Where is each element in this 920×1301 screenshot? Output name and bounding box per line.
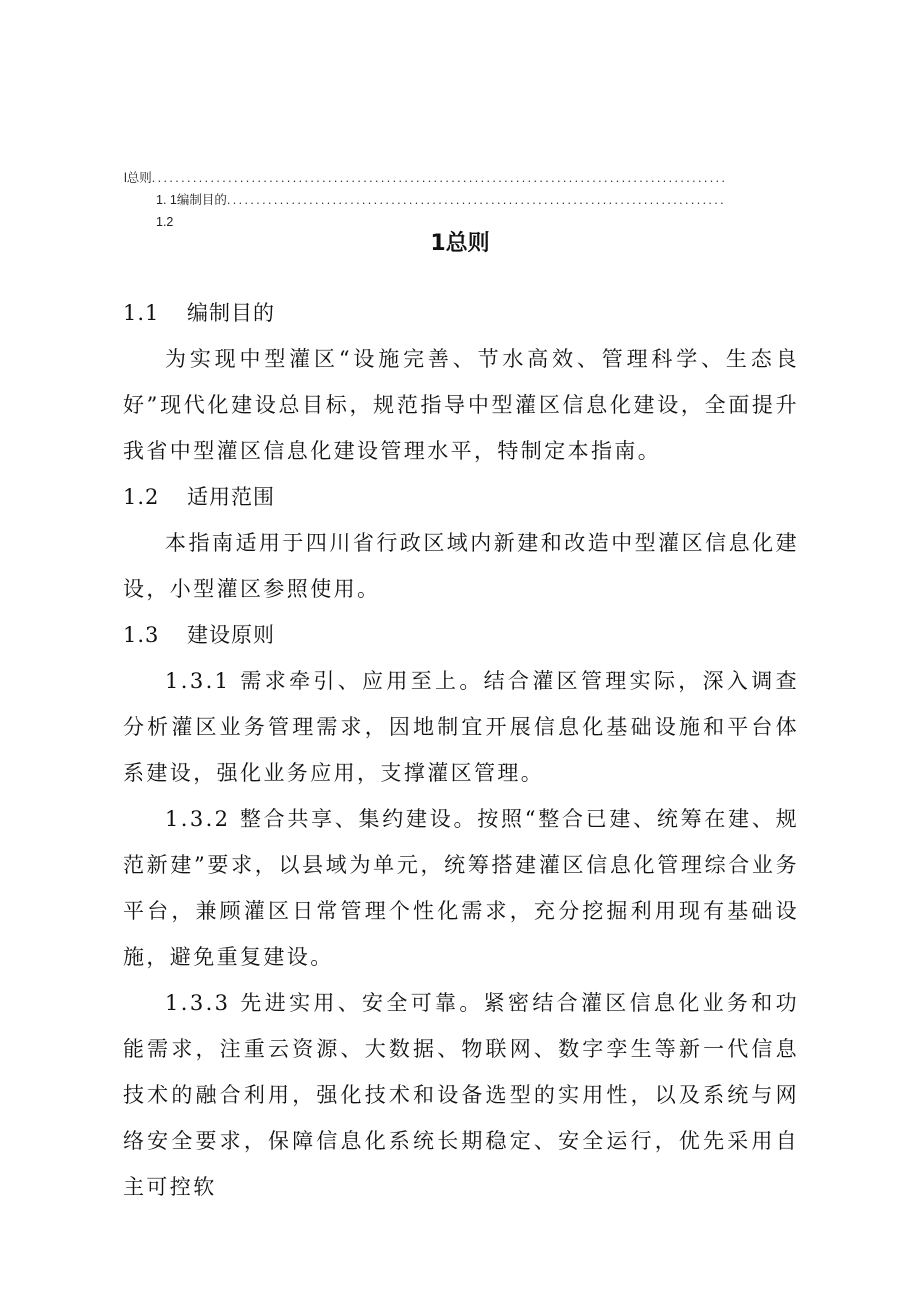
section-heading — [123, 474, 799, 520]
paragraph: 1.3.2 整合共享、集约建设。按照“整合已建、统筹在建、规范新建”要求，以县域为单元，统筹搭建灌区信息化管理综合业务平台，兼顾灌区日常管理个性化需求，充分挖掘利用现有基础设施，避免重复建设。 — [123, 807, 799, 969]
toc-entry[interactable] — [124, 167, 724, 189]
section-title: 编制目的 — [187, 301, 275, 325]
section-number: 1.1 — [123, 301, 160, 325]
section-heading — [123, 612, 799, 658]
section-number: 1.3 — [123, 623, 160, 647]
toc-leader-dots — [152, 167, 724, 189]
toc-entry-label: 1.2 — [156, 215, 174, 229]
section-title: 适用范围 — [187, 485, 275, 509]
section-heading — [123, 290, 799, 336]
paragraph: 1.3.3 先进实用、安全可靠。紧密结合灌区信息化业务和功能需求，注重云资源、大数据、物联网、数字孪生等新一代信息技术的融合利用，强化技术和设备选型的实用性，以及系统与网络安全要求，保障信息化系统长期稳定、安全运行，优先采用自主可控软 — [123, 991, 799, 1199]
section-title: 建设原则 — [187, 623, 275, 647]
toc-entry[interactable] — [124, 189, 724, 211]
paragraph: 本指南适用于四川省行政区域内新建和改造中型灌区信息化建设，小型灌区参照使用。 — [123, 531, 799, 601]
paragraph: 1.3.1 需求牵引、应用至上。结合灌区管理实际，深入调查分析灌区业务管理需求，因地制宜开展信息化基础设施和平台体系建设，强化业务应用，支撑灌区管理。 — [123, 669, 799, 785]
table-of-contents — [124, 167, 724, 233]
chapter-title: 1总则 — [430, 231, 490, 256]
paragraph: 为实现中型灌区“设施完善、节水高效、管理科学、生态良好”现代化建设总目标，规范指导中型灌区信息化建设，全面提升我省中型灌区信息化建设管理水平，特制定本指南。 — [123, 347, 799, 463]
toc-entry-label: l总则 — [124, 171, 152, 185]
document-body — [123, 290, 799, 1210]
toc-leader-dots — [227, 189, 724, 211]
section-number: 1.2 — [123, 485, 160, 509]
toc-entry-label: 1. 1编制目的 — [156, 193, 227, 207]
